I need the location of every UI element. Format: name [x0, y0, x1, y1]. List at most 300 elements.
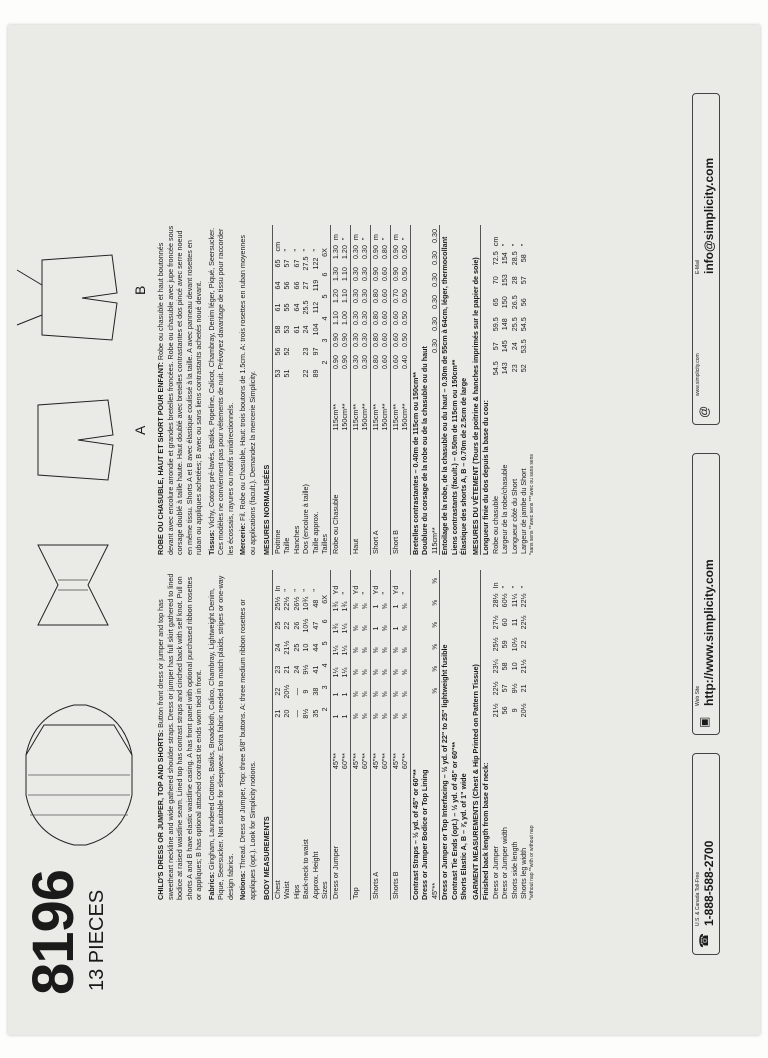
cell-value: 21 [282, 665, 291, 674]
top-illustration [18, 525, 128, 645]
english-notions [238, 570, 257, 900]
cell-value: 1.00 [340, 307, 350, 329]
cell-value: 0.60 [390, 311, 400, 326]
cell-value: ⅝ [370, 713, 380, 720]
fr-garment-measurements-title: MESURES DU VÊTEMENT (Tours de poitrine & hanches imprimés sur le papier de soie) [469, 225, 482, 555]
cell-value: 70 [490, 276, 500, 285]
cell-value: 51 [282, 369, 291, 378]
shorts-a-outline [38, 400, 113, 480]
row-label: Largeur de la robe/chasuble [500, 464, 509, 554]
sizes-label: Tailles [320, 374, 330, 555]
size-value: 6 [320, 610, 330, 632]
fr-bodice-lining: Doublure du corsage de la robe ou de la chasuble ou du haut [420, 346, 429, 555]
fabric-width: 60"** [380, 727, 390, 770]
phone-box [692, 753, 720, 955]
cell-value: 1¼ [330, 667, 340, 678]
cell-value: 0.60 [380, 285, 390, 307]
cell-value: 1 [390, 626, 400, 631]
french-description [156, 225, 204, 555]
table-row [500, 225, 510, 555]
cell-value: 1 [390, 604, 400, 609]
size-value: 2 [320, 352, 330, 374]
fr-sizes-row [320, 225, 331, 555]
cell-value: 10 [509, 662, 519, 671]
cell-value: 53 [272, 369, 282, 378]
cell-value: 60½ [500, 593, 509, 608]
cell-value: 21½ [519, 659, 528, 674]
unit: " [380, 570, 390, 595]
cell-value: 0.30 [430, 247, 440, 269]
cell-value: 0.30 [360, 329, 370, 351]
unit: m [330, 234, 340, 241]
row-label: Shorts side length [509, 841, 519, 899]
size-value: 4 [320, 654, 330, 676]
table-row [360, 570, 370, 900]
dress-bodice [26, 725, 132, 755]
cell-value: 57 [282, 259, 291, 268]
table-row [390, 570, 400, 900]
table-row [340, 570, 350, 900]
cell-value: 0.30 [360, 241, 370, 263]
unit: " [282, 589, 291, 592]
unit: " [509, 243, 519, 247]
english-fabrics [207, 570, 236, 900]
table-row [311, 570, 321, 900]
row-label [400, 432, 410, 555]
cell-value: 65 [272, 259, 282, 268]
fabric-width: 115cm** [390, 403, 400, 431]
unit: " [500, 243, 509, 247]
dress-pleats [28, 775, 130, 815]
body-measurements-title: BODY MEASUREMENTS [260, 570, 273, 900]
phone-number[interactable]: 1-888-588-2700 [702, 840, 716, 926]
french-fabrics [207, 225, 236, 555]
size-value: 3 [320, 676, 330, 698]
cell-value: 11¼ [509, 593, 519, 608]
cell-value: 1 [330, 714, 340, 719]
table-row [282, 225, 292, 555]
cell-value: ⅝ [390, 647, 400, 654]
unit: " [360, 570, 370, 595]
table-row [350, 570, 360, 900]
cell-value: ⅝ [360, 617, 370, 639]
shorts-b-outline [42, 255, 117, 340]
cell-value: ⅝ [360, 639, 370, 661]
cell-value: ⅝ [350, 647, 360, 654]
cell-value: 23 [509, 364, 519, 373]
cell-value: ⅝ [370, 647, 380, 654]
unit: " [301, 248, 310, 252]
cell-value: 119 [310, 279, 320, 292]
garment-measurements-table [491, 570, 529, 900]
cell-value: 72.5 [490, 251, 500, 266]
cell-value: 0.30 [360, 285, 370, 307]
cell-value: 24 [272, 643, 282, 652]
cell-value: 1.20 [330, 289, 340, 304]
cell-value: 22½ [519, 615, 528, 630]
cell-value: 9½ [509, 683, 519, 694]
row-label: Taille [282, 537, 291, 554]
cell-value: 56 [519, 298, 528, 307]
cell-value: 57 [490, 342, 500, 351]
cell-value: 0.30 [350, 355, 360, 370]
row-label: Dress or Jumper width [500, 827, 509, 899]
cell-value: 0.60 [380, 329, 390, 351]
unit: cm [272, 241, 282, 252]
unit: " [310, 248, 320, 252]
fabric-width: 150cm** [360, 373, 370, 432]
fabric-width: 45"** [350, 753, 360, 770]
cell-value: 150 [500, 296, 509, 309]
cell-value [292, 341, 302, 363]
cell-value: ⅝ [350, 713, 360, 720]
row-label: Waist [282, 881, 291, 899]
cell-value: 59.5 [490, 317, 500, 332]
cell-value: 0.30 [360, 307, 370, 329]
fr-desc-text: Robe ou chasuble et haut boutonnés devant avec encolure arrondie et grandes bretelles froncées. Robe ou chasuble avec jupe froncée sous corsage doublé à taille haute. Haut doublé avec bretelles contrastantes et dos pincé avec serre noeud en même tissu. Shorts A et B avec élastique coulissé à la taille. A avec panneau devant rosettes en ruban ou appliques achetées; B avec ou sans liens contrastants achetés noué devant. [156, 225, 203, 555]
size-value: 5 [320, 632, 330, 654]
cell-value: ⅝ [430, 658, 440, 680]
cell-value: 0.90 [340, 329, 350, 351]
row-label: Shorts leg width [519, 847, 528, 899]
unit: " [340, 225, 350, 241]
row-label: Hips [291, 884, 301, 899]
cell-value: 28 [509, 276, 519, 285]
web-label-2: www.simplicity.com [695, 353, 701, 396]
unit: " [400, 570, 410, 595]
web-label: Web Site [695, 685, 701, 706]
cell-value: 0.90 [390, 245, 400, 260]
cell-value: 0.30 [360, 263, 370, 285]
fabric-width: 150cm** [380, 373, 390, 432]
cell-value: 24 [301, 325, 310, 334]
cell-value: 61 [272, 303, 282, 312]
french-notions [238, 225, 257, 555]
cell-value: 64 [272, 281, 282, 290]
notions-title: Notions: [238, 870, 247, 900]
contact-footer [688, 50, 728, 985]
unit: Yd [370, 585, 380, 595]
fr-tie-ends: Liens contrastants (facult.) – 0.50m de 115cm ou 150cm** [449, 359, 459, 555]
table-row [491, 225, 501, 555]
cell-value: 97 [310, 347, 320, 356]
cell-value: 47 [310, 621, 320, 630]
cell-value: 56 [500, 706, 509, 715]
cell-value: 54.5 [490, 361, 500, 376]
cell-value: 1¼ [340, 617, 350, 639]
cell-value: 0.30 [430, 335, 440, 357]
cell-value: ⅝ [360, 661, 370, 683]
fr-bodice-lining-table [430, 225, 441, 555]
table-row [370, 570, 380, 900]
mail-box [692, 93, 720, 425]
fabrics-title: Fabrics: [206, 872, 216, 900]
size-value: 6X [320, 242, 330, 264]
cell-value: 0.90 [340, 351, 350, 373]
cell-value: 1¼ [340, 639, 350, 661]
row-label [360, 770, 370, 900]
cell-value: 28.5 [509, 251, 519, 266]
french-column [156, 225, 535, 555]
cell-value: 22½ [490, 681, 500, 696]
cell-value: 27 [301, 281, 310, 290]
table-row [400, 225, 410, 555]
cell-value: 1.10 [340, 263, 350, 285]
mail-link[interactable]: info@simplicity.com [702, 157, 716, 274]
shorts-b-illustration [12, 235, 132, 355]
cell-value: 0.60 [380, 351, 390, 373]
cell-value: ⅝ [430, 570, 440, 592]
row-label: Taille approx. [310, 511, 320, 554]
cell-value: 0.30 [430, 269, 440, 291]
cell-value: 0.30 [350, 245, 360, 260]
body-measurements-table [273, 570, 321, 900]
cell-value: 0.70 [390, 289, 400, 304]
rotated-page [8, 25, 760, 1035]
table-row [350, 225, 360, 555]
cell-value: 22 [519, 640, 528, 649]
unit: " [291, 248, 301, 252]
cell-value: 0.30 [360, 351, 370, 373]
table-row [273, 225, 283, 555]
row-label: Chest [272, 880, 282, 899]
table-row [380, 225, 390, 555]
unit: " [509, 585, 519, 589]
row-label: Robe ou Chasuble [330, 494, 340, 554]
unit: " [340, 570, 350, 595]
cell-value: 25½ [490, 637, 500, 652]
cell-value: 0.60 [380, 307, 390, 329]
cell-value: 52 [519, 364, 528, 373]
contrast-straps: Contrast Straps – ½ yd. of 45" or 60"** [410, 769, 420, 900]
cell-value: 56 [272, 347, 282, 356]
garment-measurements-title: GARMENT MEASUREMENTS (Chest & Hip Printed on Pattern Tissue) [469, 570, 482, 900]
table-row [292, 225, 302, 555]
row-label: Hanches [291, 525, 301, 554]
cell-value: 1.10 [330, 311, 340, 326]
cell-value: 23¼ [490, 659, 500, 674]
cell-value: 10 [301, 643, 310, 652]
unit: cm [490, 236, 500, 247]
cell-value: ⅝ [400, 595, 410, 617]
cell-value: ⅝ [400, 705, 410, 727]
cell-value: 67 [291, 259, 301, 268]
cell-value: 25½ [272, 596, 282, 611]
fabric-width: 150cm** [340, 373, 350, 432]
cell-value: ⅝ [370, 691, 380, 698]
cell-value: 122 [310, 257, 320, 270]
cell-value: 59 [500, 640, 509, 649]
cell-value [292, 363, 302, 385]
cell-value: ⅝ [430, 680, 440, 702]
cell-value: 0.60 [390, 355, 400, 370]
row-label: Poitrine [272, 529, 282, 554]
cell-value: 148 [500, 318, 509, 331]
fabric-width: 45"** [330, 753, 340, 770]
english-column [156, 570, 535, 900]
unit: " [310, 589, 320, 592]
unit: " [291, 589, 301, 592]
cell-value: 53 [282, 325, 291, 334]
cell-value: 0.90 [330, 333, 340, 348]
table-row [340, 225, 350, 555]
cell-value: 54.5 [519, 317, 528, 332]
row-label: Approx. Height [310, 851, 320, 899]
english-footnote: *without nap **with or without nap [528, 825, 535, 900]
cell-value: ⅝ [400, 661, 410, 683]
cell-value: 89 [310, 369, 320, 378]
cell-value: ⅝ [350, 603, 360, 610]
row-label [360, 432, 370, 555]
cell-value: 0.60 [380, 263, 390, 285]
unit: Yd [390, 585, 400, 595]
fr-desc-title: ROBE OU CHASUBLE, HAUT ET SHORT POUR ENFANT: [156, 362, 165, 555]
fr-garment-measurements-table [491, 225, 529, 555]
cell-value: 22½ [282, 596, 291, 611]
cell-value: 153 [500, 274, 509, 287]
bodice-lining-table [430, 570, 441, 900]
row-label: Dos (encolure à taille) [301, 484, 310, 554]
cell-value: 53.5 [519, 339, 528, 354]
cell-value: 0.50 [400, 241, 410, 263]
cell-value: 26½ [291, 596, 301, 611]
fr-shorts-elastic: Élastique des shorts A, B – 0.70m de 2.5cm de large [459, 377, 468, 555]
cell-value: 1.20 [340, 241, 350, 263]
row-label [340, 432, 350, 555]
cell-value: 8½ [301, 708, 310, 719]
cell-value: 57 [500, 684, 509, 693]
unit: " [380, 225, 390, 241]
pattern-number: 8196 [21, 869, 86, 995]
sizes-label: Sizes [320, 720, 330, 900]
fabric-width: 45"** [390, 753, 400, 770]
cell-value: ⅝ [390, 669, 400, 676]
cell-value: 21 [272, 709, 282, 718]
cell-value: 0.80 [370, 289, 380, 304]
cell-value: ⅝ [350, 625, 360, 632]
unit: m [370, 234, 380, 241]
cell-value: 1.30 [330, 267, 340, 282]
row-label [380, 770, 390, 900]
fr-finished-length: Longueur finie du dos depuis la base du cou: [481, 400, 490, 555]
cell-value: ⅝ [380, 595, 390, 617]
top-knot [58, 580, 88, 590]
cell-value: 35 [310, 709, 320, 718]
cell-value: ⅝ [370, 669, 380, 676]
cell-value: 9 [301, 689, 310, 694]
fr-body-measurements-table [273, 225, 321, 555]
table-row [380, 570, 390, 900]
top-outline [38, 545, 108, 625]
fr-tissus-title: Tissus: [206, 529, 216, 555]
fabric-width: 115cm** [330, 403, 340, 431]
mail-icon: @ [697, 405, 711, 418]
cell-value: ⅝ [380, 639, 390, 661]
cell-value: 0.40 [400, 351, 410, 373]
table-row [510, 225, 520, 555]
cell-value: ⅝ [380, 705, 390, 727]
cell-value: 0.80 [370, 355, 380, 370]
cell-value: 26 [291, 621, 301, 630]
cell-value: 11 [509, 618, 519, 627]
cell-value: ⅝ [400, 639, 410, 661]
cell-value: 10½ [301, 618, 310, 633]
cell-value: 0.30 [350, 289, 360, 304]
table-row [519, 225, 529, 555]
cell-value: 22 [282, 621, 291, 630]
row-label: Short B [390, 530, 400, 554]
row-label [340, 770, 350, 900]
row-label: Back-neck to waist [301, 839, 310, 899]
fabric-width: 115cm** [370, 403, 380, 431]
cell-value: 1.10 [340, 285, 350, 307]
interfacing: Dress or Jumper or Top Interfacing – ½ yd. of 22" to 25" lightweight fusible [440, 644, 449, 900]
cell-value: 44 [310, 643, 320, 652]
unit: " [282, 248, 291, 252]
phone-label: U.S. & Canada Toll-Free [695, 871, 701, 926]
cell-value: 21½ [490, 703, 500, 718]
cell-value: 22 [301, 369, 310, 378]
cell-value: 0.90 [370, 267, 380, 282]
cell-value: 58 [519, 254, 528, 263]
notions-text: Thread. Dress or Jumper, Top: three 5/8" buttons. A: three medium ribbon rosettes or appliques (opt.). Look for Simplicity notions. [238, 599, 257, 900]
cell-value: 1 [370, 604, 380, 609]
web-link[interactable]: http://www.simplicity.com [702, 559, 716, 706]
unit [320, 570, 330, 588]
row-label: Robe ou chasuble [490, 496, 500, 554]
cell-value: 1 [330, 692, 340, 697]
cell-value: 28½ [490, 593, 500, 608]
cell-value: ⅝ [430, 614, 440, 636]
cell-value: ⅝ [400, 683, 410, 705]
cell-value: 27½ [490, 615, 500, 630]
cell-value: ⅝ [430, 592, 440, 614]
cell-value: 0.60 [390, 333, 400, 348]
fr-interfacing: Entoilage de la robe, de la chasuble ou du haut – 0.30m de 55cm à 64cm, léger, thermocollant [440, 236, 449, 555]
row-label [380, 432, 390, 555]
cell-value: 23 [301, 347, 310, 356]
fabric-width: 45"** [430, 702, 440, 900]
cell-value: 64 [291, 303, 301, 312]
cell-value: 9½ [301, 664, 310, 675]
cell-value: 55 [282, 303, 291, 312]
shorts-b-ties [17, 270, 42, 325]
cell-value: ⅝ [380, 661, 390, 683]
table-row [273, 570, 283, 900]
fabric-width: 115cm** [350, 403, 360, 431]
sizes-row [320, 570, 331, 900]
cell-value: 38 [310, 687, 320, 696]
cell-value: 23 [272, 665, 282, 674]
cell-value: ⅝ [430, 636, 440, 658]
web-box [692, 453, 720, 735]
tie-ends: Contrast Tie Ends (opt.) – ½ yd. of 45" or 60"** [449, 741, 459, 900]
row-label: Top [350, 887, 360, 899]
table-row [292, 570, 302, 900]
cell-value: 0.50 [400, 263, 410, 285]
cell-value: 48 [310, 599, 320, 608]
row-label: Short A [370, 530, 380, 554]
cell-value: 27.5 [301, 256, 310, 271]
cell-value: 58 [500, 662, 509, 671]
view-b-label: B [132, 285, 148, 295]
unit: m [350, 234, 360, 241]
row-label [400, 770, 410, 900]
cell-value: 0.80 [370, 311, 380, 326]
cell-value: 0.30 [350, 267, 360, 282]
cell-value: 58 [272, 325, 282, 334]
dress-illustration [14, 695, 144, 855]
